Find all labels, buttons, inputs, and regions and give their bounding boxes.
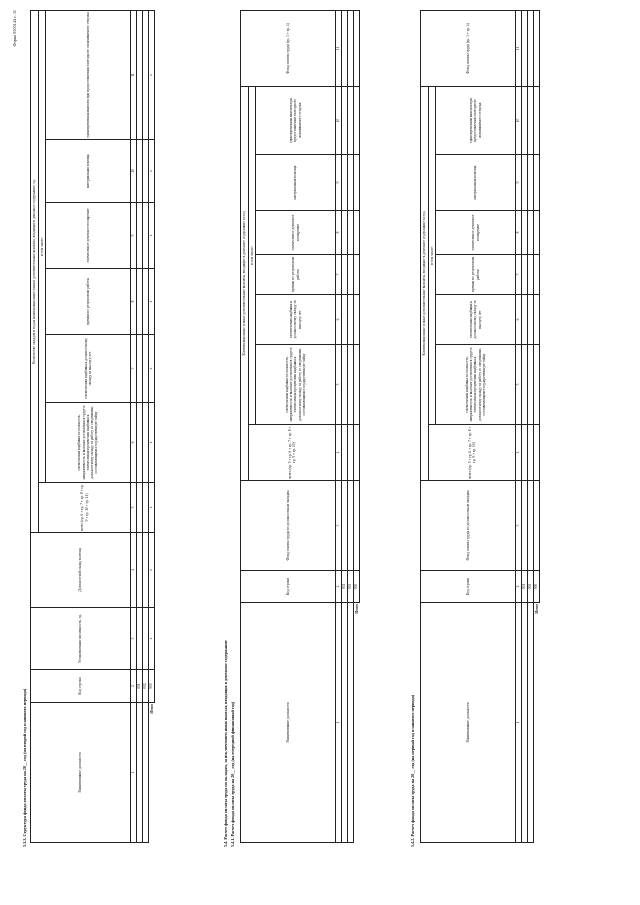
colnum: 4 (131, 533, 137, 608)
incl-header: в том числе: (429, 86, 436, 424)
colnum: 5 (516, 345, 522, 425)
total-label: Итого (149, 704, 154, 714)
colnum: 8 (516, 211, 522, 255)
colnum: 3 (516, 481, 522, 571)
total-row (149, 11, 155, 843)
cell[interactable] (534, 425, 540, 481)
colnum: 11 (516, 10, 522, 86)
colnum: 10 (516, 86, 522, 154)
total-x: x (149, 483, 155, 533)
total-code: 900 (354, 571, 360, 603)
row-code: 001 (522, 571, 528, 603)
col-total-header: всего (гр. 5 + гр. 6 + гр. 7 + гр. 8 + гр. 9 + гр. 10) (249, 425, 336, 481)
col-11-header: единовременная выплата при предоставлении ежегодного оплачиваемого отпуска (46, 11, 131, 140)
col-name-header: Наименование должности (241, 603, 336, 843)
col-7-header: премии по результатам работы (436, 255, 516, 295)
cell[interactable] (534, 155, 540, 211)
colnum: 7 (336, 255, 342, 295)
cell[interactable] (534, 481, 540, 571)
colnum: 8 (336, 211, 342, 255)
group-header: Компенсационные и иные дополнительные выплаты, входящие в денежное содержание за год (241, 86, 249, 480)
total-code: 900 (534, 571, 540, 603)
colnum: 6 (131, 403, 137, 483)
col-total-header: всего (гр. 5 + гр. 6 + гр. 7 + гр. 8 + гр. 9 + гр. 10) (429, 425, 516, 481)
col-code-header: Код строки (241, 571, 336, 603)
cell[interactable] (534, 211, 540, 255)
colnum: 11 (336, 10, 342, 86)
colnum: 1 (131, 703, 137, 843)
colnum: 11 (131, 11, 137, 140)
cell[interactable] (354, 425, 360, 481)
colnum: 2 (516, 571, 522, 603)
cell[interactable] (534, 10, 540, 86)
cell[interactable] (534, 345, 540, 425)
section-533-title: 5.3.3. Структура фонда оплаты труда на 20__ год (на второй год планового периода) (22, 688, 27, 847)
total-code: 900 (149, 670, 155, 703)
col-8-header: ежемесячное денежное поощрение (256, 211, 336, 255)
total-x: x (149, 608, 155, 670)
row-code: 001 (137, 670, 143, 703)
group-header: Количество окладов в год на компенсационные и иные дополнительные выплаты, входящие в денежное содержание, ед. (31, 11, 39, 533)
total-x: x (149, 533, 155, 608)
section-541-title: 5.4.1. Расчет фонда оплаты труда на 20__ год (на очередной финансовый год) (230, 701, 235, 847)
col-6-header: ежемесячная надбавка к должностному окладу за выслугу лет (256, 295, 336, 345)
col-code-header: Код строки (421, 571, 516, 603)
total-label: Итого (354, 604, 359, 614)
col-9-header: материальная помощь (256, 155, 336, 211)
incl-header: в том числе: (249, 86, 256, 424)
fund-table-542 (420, 10, 540, 843)
section-542-title: 5.4.2. Расчет фонда оплаты труда на 20__ год (на первый год планового периода) (410, 694, 415, 847)
col-name-header: Наименование должности (421, 603, 516, 843)
structure-table (30, 10, 155, 843)
colnum: 5 (131, 483, 137, 533)
col-10-header: единовременная выплата при предоставлении ежегодного оплачиваемого отпуска (436, 86, 516, 154)
row-code: 002 (143, 670, 149, 703)
group-header: Компенсационные и иные дополнительные выплаты, входящие в денежное содержание за год (421, 86, 429, 480)
cell[interactable] (354, 155, 360, 211)
colnum: 3 (336, 481, 342, 571)
col-8-header: ежемесячное денежное поощрение (436, 211, 516, 255)
col-10-header: единовременная выплата при предоставлении ежегодного оплачиваемого отпуска (256, 86, 336, 154)
colnum: 9 (516, 155, 522, 211)
colnum: 1 (336, 603, 342, 843)
incl-header: в том числе: (39, 11, 46, 483)
col-9-header: ежемесячное денежное поощрение (46, 203, 131, 269)
section-54-title: 5.4. Расчет фонда оплаты труда по окладам, за исключением иных выплат, входящих в денежное содержание (223, 640, 228, 847)
row-code: 002 (528, 571, 534, 603)
total-label: Итого (534, 604, 539, 614)
total-x: x (149, 140, 155, 203)
cell[interactable] (354, 345, 360, 425)
colnum: 9 (336, 155, 342, 211)
col-salary-header: Должностной оклад в месяц (31, 533, 131, 608)
col-name-header: Наименование должности (31, 703, 131, 843)
total-x: x (149, 11, 155, 140)
row-code: 001 (342, 571, 348, 603)
col-fund-salary-header: Фонд оплаты труда по должностным окладам (241, 481, 336, 571)
colnum: 4 (336, 425, 342, 481)
col-7-header: премии по результатам работы (256, 255, 336, 295)
total-x: x (149, 203, 155, 269)
cell[interactable] (534, 86, 540, 154)
cell[interactable] (534, 295, 540, 345)
colnum: 8 (131, 269, 137, 335)
col-6-header: ежемесячная надбавка к должностному окладу за выслугу лет (436, 295, 516, 345)
cell[interactable] (354, 10, 360, 86)
cell[interactable] (354, 211, 360, 255)
col-10-header: материальная помощь (46, 140, 131, 203)
col-total-header: всего (гр. 6 + гр. 7 + гр. 8 + гр. 9 + гр. 10 + гр. 11) (39, 483, 131, 533)
colnum: 1 (516, 603, 522, 843)
cell[interactable] (354, 255, 360, 295)
col-fund-salary-header: Фонд оплаты труда по должностным окладам (421, 481, 516, 571)
colnum: 2 (336, 571, 342, 603)
col-fund-total-header: Фонд оплаты труда (гр. 3 + гр. 4) (241, 10, 336, 86)
total-x: x (149, 403, 155, 483)
colnum: 9 (131, 203, 137, 269)
colnum: 6 (336, 295, 342, 345)
col-headcount-header: Установленная численность, ед. (31, 608, 131, 670)
total-row (354, 10, 360, 842)
colnum: 10 (336, 86, 342, 154)
row-code: 002 (348, 571, 354, 603)
cell[interactable] (354, 295, 360, 345)
colnum: 2 (131, 670, 137, 703)
colnum: 7 (131, 335, 137, 403)
colnum: 7 (516, 255, 522, 295)
col-5-header: ежемесячная надбавка за сложность, напряженность и высокие достижения в труде и ежемесячная процентная надбавка к должностному окладу за работу со сведениями, составляющими государственную тайну (436, 345, 516, 425)
col-6-header: ежемесячная надбавка за сложность, напряженность и высокие достижения в труде и ежемесячная процентная надбавка к должностному окладу за работу со сведениями, составляющими государственную тайну (46, 403, 131, 483)
col-5-header: ежемесячная надбавка за сложность, напряженность и высокие достижения в труде и ежемесячная процентная надбавка к должностному окладу за работу со сведениями, составляющими государственную тайну (256, 345, 336, 425)
form-label: Форма 0505144 с. 11 (12, 10, 17, 47)
colnum: 10 (131, 140, 137, 203)
cell[interactable] (354, 481, 360, 571)
col-fund-total-header: Фонд оплаты труда (гр. 3 + гр. 4) (421, 10, 516, 86)
colnum: 5 (336, 345, 342, 425)
colnum: 6 (516, 295, 522, 345)
total-x: x (149, 335, 155, 403)
fund-table-541 (240, 10, 360, 843)
col-8-header: премии по результатам работы (46, 269, 131, 335)
total-row (534, 10, 540, 842)
colnum: 3 (131, 608, 137, 670)
total-x: x (149, 269, 155, 335)
col-7-header: ежемесячная надбавка к должностному окладу за выслугу лет (46, 335, 131, 403)
col-9-header: материальная помощь (436, 155, 516, 211)
colnum: 4 (516, 425, 522, 481)
cell[interactable] (534, 255, 540, 295)
cell[interactable] (354, 86, 360, 154)
col-code-header: Код строки (31, 670, 131, 703)
